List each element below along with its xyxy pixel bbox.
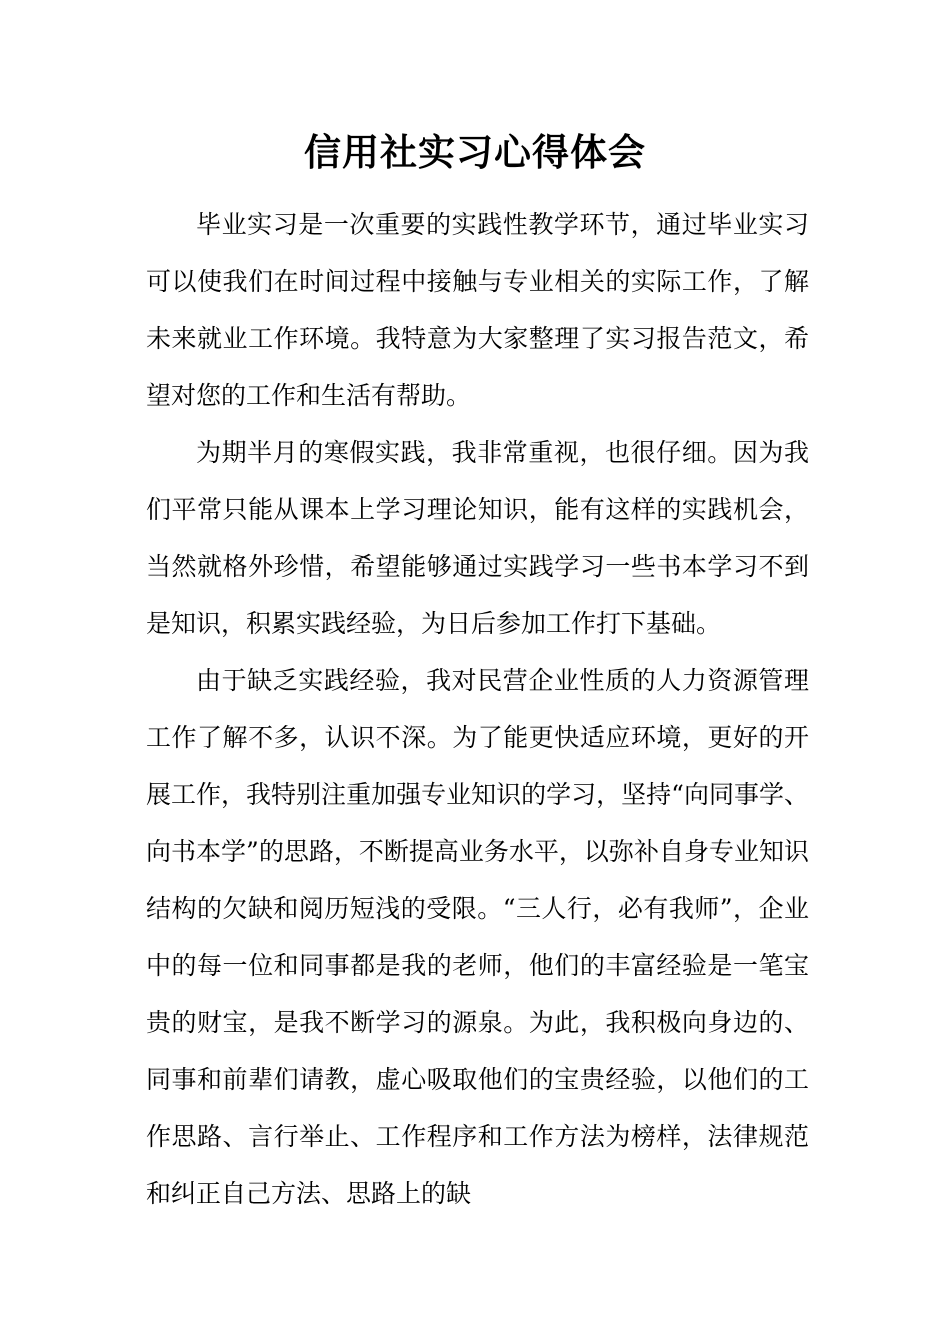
document-body bbox=[146, 196, 809, 1222]
paragraph-3: 由于缺乏实践经验，我对民营企业性质的人力资源管理工作了解不多，认识不深。为了能更快适应环境，更好的开展工作，我特别注重加强专业知识的学习，坚持“向同事学、向书本学”的思路，不断提高业务水平，以弥补自身专业知识结构的欠缺和阅历短浅的受限。“三人行，必有我师”，企业中的每一位和同事都是我的老师，他们的丰富经验是一笔宝贵的财宝，是我不断学习的源泉。为此，我积极向身边的、同事和前辈们请教，虚心吸取他们的宝贵经验，以他们的工作思路、言行举止、工作程序和工作方法为榜样，法律规范和纠正自己方法、思路上的缺 bbox=[146, 666, 809, 1208]
paragraph-2: 为期半月的寒假实践，我非常重视，也很仔细。因为我们平常只能从课本上学习理论知识，能有这样的实践机会，当然就格外珍惜，希望能够通过实践学习一些书本学习不到是知识，积累实践经验，为日后参加工作打下基础。 bbox=[146, 438, 809, 638]
document-title: 信用社实习心得体会 bbox=[304, 130, 646, 174]
paragraph-1: 毕业实习是一次重要的实践性教学环节，通过毕业实习可以使我们在时间过程中接触与专业相关的实际工作，了解未来就业工作环境。我特意为大家整理了实习报告范文，希望对您的工作和生活有帮助。 bbox=[146, 210, 809, 410]
